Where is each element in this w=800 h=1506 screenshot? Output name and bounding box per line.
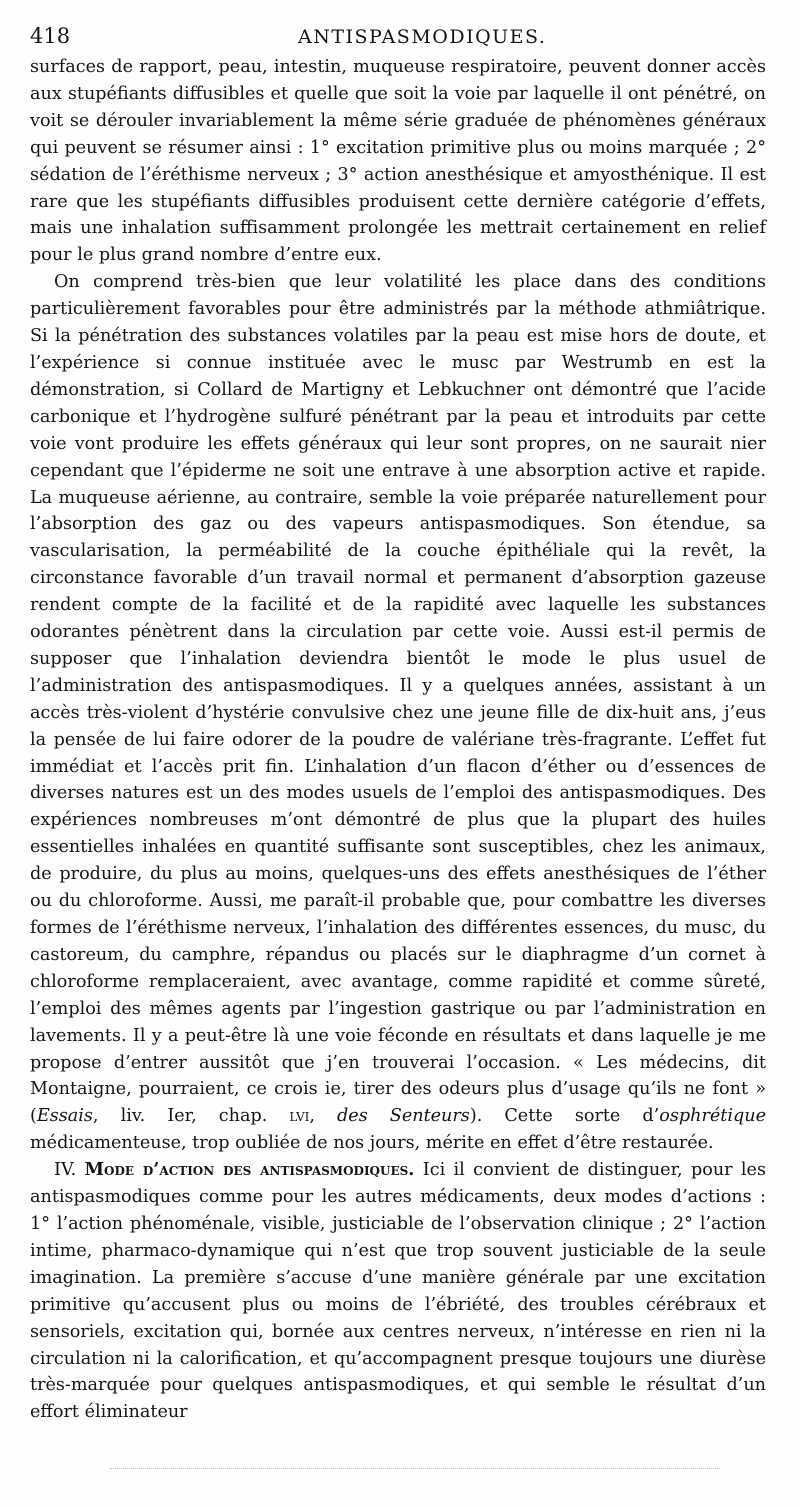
text-run: , (309, 1106, 338, 1127)
section-heading: Mode d’action des antispasmodiques. (84, 1159, 415, 1181)
paragraph (30, 1157, 766, 1426)
paragraph (30, 54, 766, 269)
text-run: Ici il convient de distinguer, pour les antispasmodiques comme pour les autres médicaments, deux modes d’actions : 1° l’action phénoménale, visible, justiciable de l’observation clinique ; 2° l’action intime, pharmaco-dynamique qui n’est que trop souvent justiciable de la seule imagination. La première s’accuse d’une manière générale par une excitation primitive qu’accusent plus ou moins de l’ébriété, des troubles cérébraux et sensoriels, excitation qui, bornée aux centres nerveux, n’intéresse en rien ni la circulation ni la calorification, et qu’accompagnent presque toujours une diurèse très-marquée pour quelques antispasmodiques, et qui semble le résultat d’un effort éliminateur (30, 1160, 766, 1423)
page-number: 418 (30, 24, 71, 48)
running-title: ANTISPASMODIQUES. (298, 26, 547, 48)
italic-text: Essais (36, 1106, 93, 1127)
text-run: surfaces de rapport, peau, intestin, muqueuse respiratoire, peuvent donner accès aux stupéfiants diffusibles et quelle que soit la voie par laquelle il ont pénétré, on voit se dérouler invariablement la même série graduée de phénomènes généraux qui peuvent se résumer ainsi : 1° excitation primitive plus ou moins marquée ; 2° sédation de l’éréthisme nerveux ; 3° action anesthésique et amyosthénique. Il est rare que les stupéfiants diffusibles produisent cette dernière catégorie d’effets, mais une inhalation suffisamment prolongée les mettrait certainement en relief pour le plus grand nombre d’entre eux. (30, 57, 766, 266)
italic-text: des Senteurs (337, 1106, 470, 1127)
paragraph (30, 269, 766, 1157)
text-run: , liv. Ier, chap. (92, 1106, 290, 1127)
text-run: médicamenteuse, trop oubliée de nos jours, mérite en effet d’être restaurée. (30, 1133, 714, 1154)
body-text (30, 54, 766, 1426)
text-run: IV. (54, 1160, 85, 1181)
text-run: ). Cette sorte d’ (469, 1106, 660, 1127)
running-header (30, 24, 766, 54)
smallcaps-text: lvi (289, 1106, 310, 1127)
page-footer-rule (110, 1468, 720, 1469)
text-run: On comprend très-bien que leur volatilité les place dans des conditions particulièrement favorables pour être administrés par la méthode athmiâtrique. Si la pénétration des substances volatiles par la peau est mise hors de doute, et l’expérience si connue instituée avec le musc par Westrumb en est la démonstration, si Collard de Martigny et Lebkuchner ont démontré que l’acide carbonique et l’hydrogène sulfuré pénétrant par la peau et introduits par cette voie vont produire les effets généraux qui leur sont propres, on ne saurait nier cependant que l’épiderme ne soit une entrave à une absorption active et rapide. La muqueuse aérienne, au contraire, semble la voie préparée naturellement pour l’absorption des gaz ou des vapeurs antispasmodiques. Son étendue, sa vascularisation, la perméabilité de la couche épithéliale qui la revêt, la circonstance favorable d’un travail normal et permanent d’absorption gazeuse rendent compte de la facilité et de la rapidité avec laquelle les substances odorantes pénètrent dans la circulation par cette voie. Aussi est-il permis de supposer que l’inhalation deviendra bientôt le mode le plus usuel de l’administration des antispasmodiques. Il y a quelques années, assistant à un accès très-violent d’hystérie convulsive chez une jeune fille de dix-huit ans, j’eus la pensée de lui faire odorer de la poudre de valériane très-fragrante. L’effet fut immédiat et l’accès prit fin. L’inhalation d’un flacon d’éther ou d’essences de diverses natures est un des modes usuels de l’emploi des antispasmodiques. Des expériences nombreuses m’ont démontré de plus que la plupart des huiles essentielles inhalées en quantité suffisante sont susceptibles, chez les animaux, de produire, du plus au moins, quelques-uns des effets anesthésiques de l’éther ou du chloroforme. Aussi, me paraît-il probable que, pour combattre les diverses formes de l’éréthisme nerveux, l’inhalation des différentes essences, du musc, du castoreum, du camphre, répandus ou placés sur le diaphragme d’un cornet à chloroforme remplaceraient, avec avantage, comme rapidité et comme sûreté, l’emploi des mêmes agents par l’ingestion gastrique ou par l’administration en lavements. Il y a peut-être là une voie féconde en résultats et dans laquelle je me propose d’entrer aussitôt que j’en trouverai l’occasion. « Les médecins, dit Montaigne, pourraient, ce crois ie, tirer des odeurs plus d’usage qu’ils ne font » ( (30, 272, 766, 1127)
italic-text: osphrétique (659, 1106, 766, 1127)
